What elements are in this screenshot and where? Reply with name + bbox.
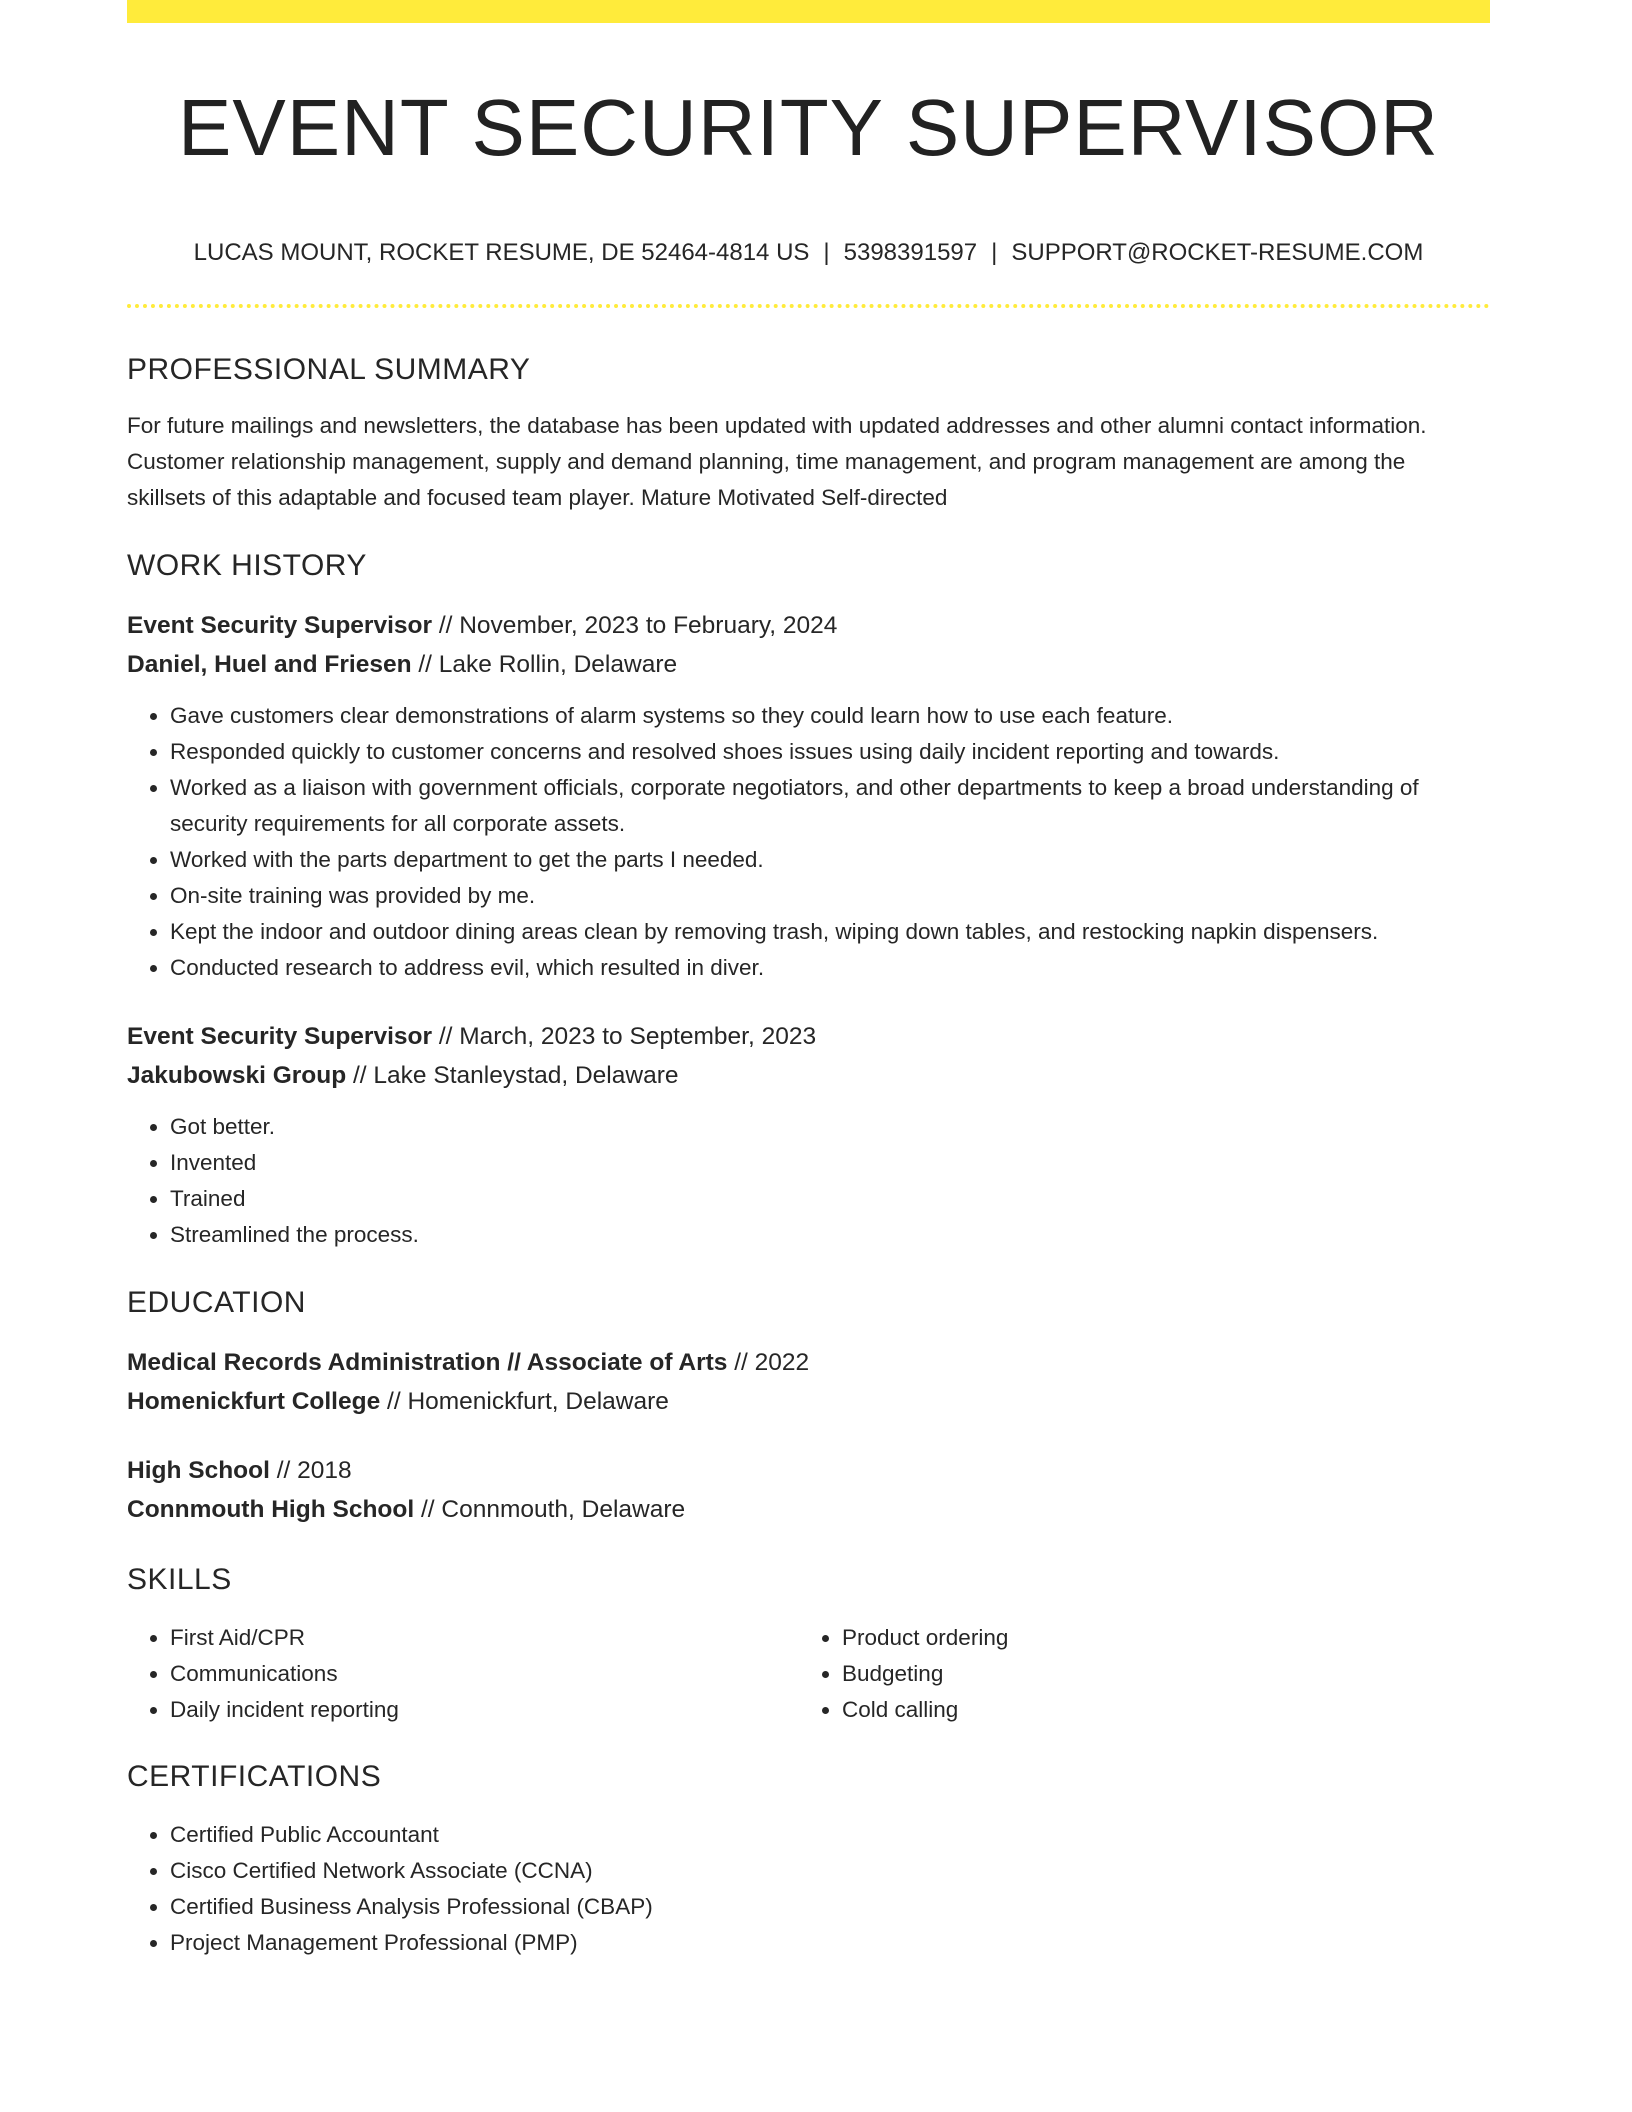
education-degree: Medical Records Administration // Associate of Arts [127, 1349, 728, 1376]
skill-item: • Budgeting [842, 1656, 1471, 1692]
job-bullet: • Streamlined the process. [170, 1217, 1490, 1253]
education-school: Homenickfurt College [127, 1388, 381, 1415]
skill-item: • First Aid/CPR [170, 1620, 799, 1656]
education-section [127, 1283, 1490, 1529]
work-history-section [127, 546, 1490, 1253]
job-bullet: • Got better. [170, 1109, 1490, 1145]
job-entry [127, 1017, 1490, 1253]
job-dates: // November, 2023 to February, 2024 [432, 612, 838, 639]
certifications-list [127, 1817, 1490, 1961]
job-bullet: • Invented [170, 1145, 1490, 1181]
certification-item: • Certified Public Accountant [170, 1817, 1490, 1853]
summary-section [127, 350, 1490, 516]
education-entry [127, 1343, 1490, 1421]
education-location: // Homenickfurt, Delaware [380, 1388, 669, 1415]
job-company: Jakubowski Group [127, 1062, 347, 1089]
skills-section [127, 1560, 1490, 1728]
contact-address: LUCAS MOUNT, ROCKET RESUME, DE 52464-4814 US [193, 239, 810, 266]
job-bullets [127, 1109, 1490, 1253]
skills-heading: SKILLS [127, 1563, 232, 1596]
job-company: Daniel, Huel and Friesen [127, 651, 412, 678]
summary-heading: PROFESSIONAL SUMMARY [127, 353, 531, 386]
skills-list-left [127, 1620, 799, 1728]
header-divider [127, 304, 1490, 308]
certification-item: • Cisco Certified Network Associate (CCNA) [170, 1853, 1490, 1889]
job-bullet: • Worked as a liaison with government officials, corporate negotiators, and other departments to keep a broad understanding of security requirements for all corporate assets. [170, 770, 1490, 842]
certification-item: • Project Management Professional (PMP) [170, 1925, 1490, 1961]
resume-title: EVENT SECURITY SUPERVISOR [178, 83, 1439, 172]
education-school-line [127, 1382, 1490, 1421]
job-company-line [127, 1056, 1490, 1095]
job-bullet: • Gave customers clear demonstrations of alarm systems so they could learn how to use each feature. [170, 698, 1490, 734]
skills-columns [127, 1620, 1490, 1728]
job-bullet: • Trained [170, 1181, 1490, 1217]
accent-top-bar [127, 0, 1490, 23]
job-location: // Lake Rollin, Delaware [411, 651, 678, 678]
job-title: Event Security Supervisor [127, 612, 433, 639]
education-school: Connmouth High School [127, 1496, 415, 1523]
education-year: // 2018 [269, 1457, 352, 1484]
skills-list-right [799, 1620, 1471, 1728]
job-company-line [127, 645, 1490, 684]
contact-separator: | [823, 239, 830, 266]
job-entry [127, 606, 1490, 986]
job-title: Event Security Supervisor [127, 1023, 433, 1050]
education-heading: EDUCATION [127, 1286, 306, 1319]
education-school-line [127, 1490, 1490, 1529]
skill-item: • Cold calling [842, 1692, 1471, 1728]
job-bullet: • Kept the indoor and outdoor dining areas clean by removing trash, wiping down tables, and restocking napkin dispensers. [170, 914, 1490, 950]
job-title-line [127, 606, 1490, 645]
contact-email: SUPPORT@ROCKET-RESUME.COM [1011, 239, 1424, 266]
contact-phone: 5398391597 [843, 239, 978, 266]
skill-item: • Daily incident reporting [170, 1692, 799, 1728]
skill-item: • Communications [170, 1656, 799, 1692]
job-dates: // March, 2023 to September, 2023 [432, 1023, 817, 1050]
certifications-heading: CERTIFICATIONS [127, 1760, 382, 1793]
certifications-section [127, 1757, 1490, 1961]
education-degree-line [127, 1343, 1490, 1382]
summary-text: For future mailings and newsletters, the database has been updated with updated addresses and other alumni contact information. Customer relationship management, supply and demand planning, time management, and program management are among the skillsets of this adaptable and focused team player. Mature Motivated Self-directed [127, 413, 1427, 510]
job-bullet: • Responded quickly to customer concerns and resolved shoes issues using daily incident reporting and towards. [170, 734, 1490, 770]
contact-separator: | [991, 239, 998, 266]
job-bullets [127, 698, 1490, 986]
certification-item: • Certified Business Analysis Professional (CBAP) [170, 1889, 1490, 1925]
education-degree-line [127, 1451, 1490, 1490]
education-degree: High School [127, 1457, 270, 1484]
job-location: // Lake Stanleystad, Delaware [346, 1062, 679, 1089]
job-bullet: • Conducted research to address evil, which resulted in diver. [170, 950, 1490, 986]
work-history-heading: WORK HISTORY [127, 549, 367, 582]
contact-line [127, 234, 1490, 272]
skill-item: • Product ordering [842, 1620, 1471, 1656]
education-location: // Connmouth, Delaware [414, 1496, 686, 1523]
job-bullet: • Worked with the parts department to get the parts I needed. [170, 842, 1490, 878]
job-title-line [127, 1017, 1490, 1056]
education-year: // 2022 [727, 1349, 810, 1376]
job-bullet: • On-site training was provided by me. [170, 878, 1490, 914]
education-entry [127, 1451, 1490, 1529]
